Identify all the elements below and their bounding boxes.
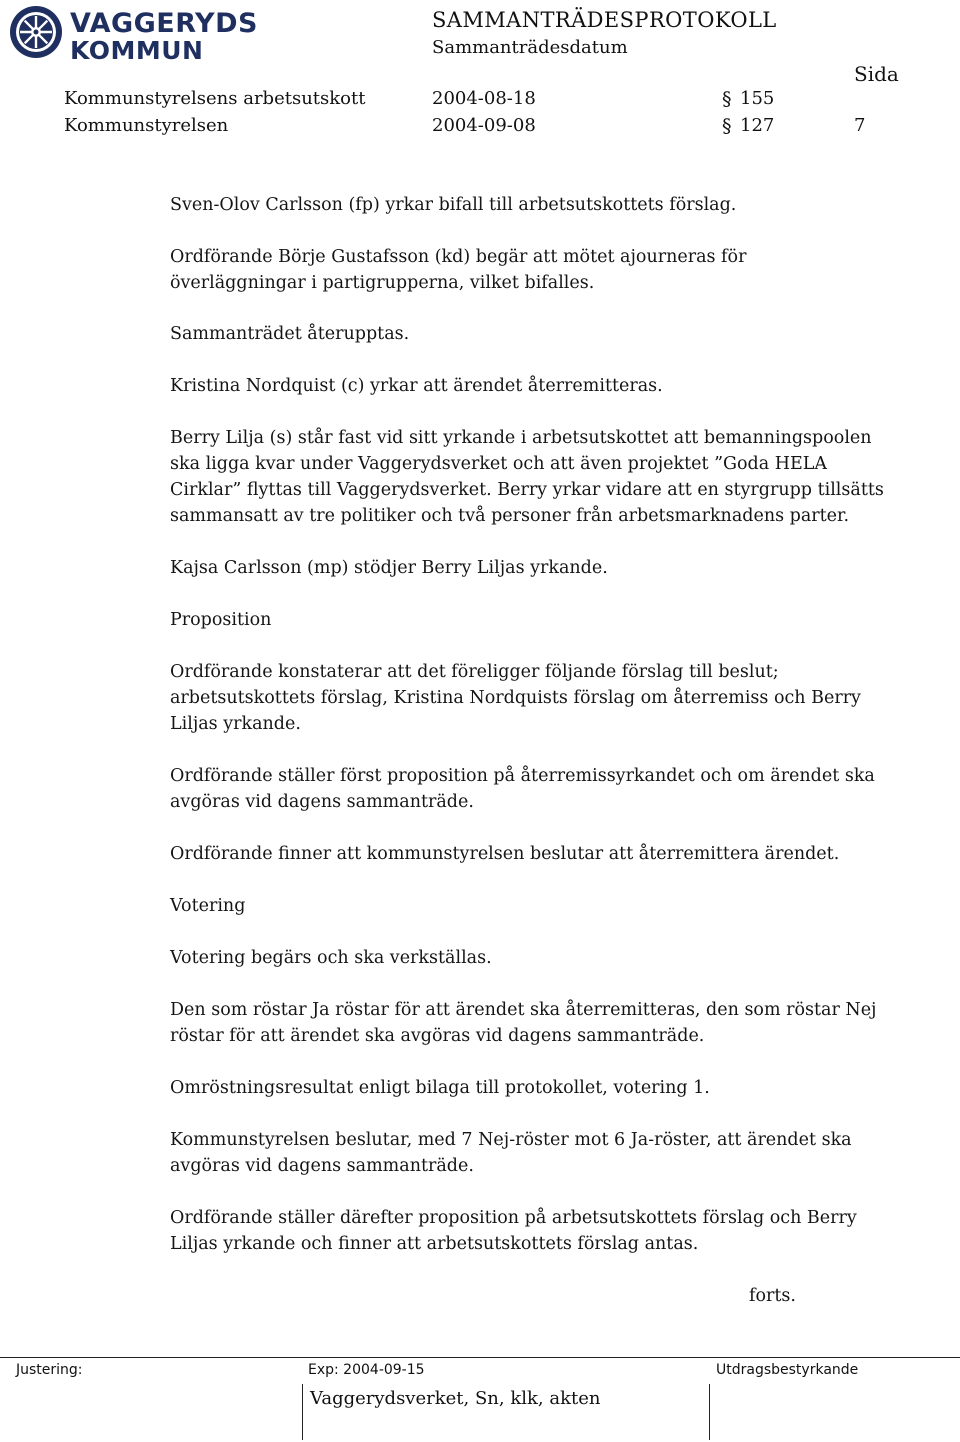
text-line: avgöras vid dagens sammanträde.	[170, 1156, 474, 1176]
paragraph	[170, 659, 861, 737]
text-line: avgöras vid dagens sammanträde.	[170, 792, 474, 812]
paragraph	[170, 997, 877, 1049]
text-line: Votering begärs och ska verkställas.	[170, 948, 492, 968]
footer-column-divider	[709, 1384, 710, 1440]
text-line: Ordförande ställer först proposition på återremissyrkandet och om ärendet ska	[170, 766, 875, 786]
header-number-2: 127	[740, 115, 775, 136]
municipality-logo	[8, 4, 258, 65]
paragraph	[170, 321, 409, 347]
header-page-number: 7	[854, 115, 866, 136]
continued-marker: forts.	[749, 1286, 796, 1306]
header-number-1: 155	[740, 88, 775, 109]
paragraph	[170, 425, 884, 529]
text-line: röstar för att ärendet ska avgöras vid dagens sammanträde.	[170, 1026, 705, 1046]
paragraph	[170, 1075, 710, 1101]
text-line: Kajsa Carlsson (mp) stödjer Berry Liljas yrkande.	[170, 558, 608, 578]
wheel-emblem-icon	[8, 4, 64, 60]
paragraph	[170, 192, 736, 218]
text-line: Cirklar” flyttas till Vaggerydsverket. Berry yrkar vidare att en styrgrupp tillsätts	[170, 480, 884, 500]
paragraph	[170, 945, 492, 971]
document-title: SAMMANTRÄDESPROTOKOLL	[432, 8, 777, 32]
header-body-2: Kommunstyrelsen	[64, 115, 229, 136]
distribution-list: Vaggerydsverket, Sn, klk, akten	[310, 1388, 601, 1409]
footer-divider	[0, 1357, 960, 1358]
text-line: Ordförande ställer därefter proposition på arbetsutskottets förslag och Berry	[170, 1208, 857, 1228]
footer-column-divider	[302, 1384, 303, 1440]
text-line: Omröstningsresultat enligt bilaga till protokollet, votering 1.	[170, 1078, 710, 1098]
extract-certification-label: Utdragsbestyrkande	[716, 1362, 859, 1378]
text-line: Kommunstyrelsen beslutar, med 7 Nej-röster mot 6 Ja-röster, att ärendet ska	[170, 1130, 852, 1150]
text-line: Liljas yrkande och finner att arbetsutskottets förslag antas.	[170, 1234, 699, 1254]
text-line: Kristina Nordquist (c) yrkar att ärendet återremitteras.	[170, 376, 663, 396]
paragraph-sign-1: §	[722, 88, 732, 110]
text-line: sammansatt av tre politiker och två personer från arbetsmarknadens parter.	[170, 506, 850, 526]
text-line: Ordförande Börje Gustafsson (kd) begär att mötet ajourneras för	[170, 247, 747, 267]
header-date-1: 2004-08-18	[432, 88, 536, 109]
logo-line-2: KOMMUN	[70, 36, 204, 65]
header-body-1: Kommunstyrelsens arbetsutskott	[64, 88, 366, 109]
text-line: arbetsutskottets förslag, Kristina Nordquists förslag om återremiss och Berry	[170, 688, 861, 708]
text-line: Sven-Olov Carlsson (fp) yrkar bifall till arbetsutskottets förslag.	[170, 195, 737, 215]
paragraph	[170, 555, 608, 581]
expedition-date: Exp: 2004-09-15	[308, 1362, 425, 1378]
paragraph-sign-2: §	[722, 115, 732, 137]
justering-label: Justering:	[16, 1362, 83, 1378]
section-heading-votering	[170, 893, 245, 919]
paragraph	[170, 373, 663, 399]
text-line: Ordförande konstaterar att det föreligger följande förslag till beslut;	[170, 662, 779, 682]
page-label: Sida	[854, 62, 899, 86]
text-line: överläggningar i partigrupperna, vilket bifalles.	[170, 273, 595, 293]
paragraph	[170, 244, 746, 296]
paragraph	[170, 763, 875, 815]
paragraph	[170, 1127, 852, 1179]
logo-line-1: VAGGERYDS	[70, 8, 258, 39]
text-line: Liljas yrkande.	[170, 714, 301, 734]
text-line: Sammanträdet återupptas.	[170, 324, 410, 344]
section-heading-proposition	[170, 607, 271, 633]
text-line: Den som röstar Ja röstar för att ärendet ska återremitteras, den som röstar Nej	[170, 1000, 877, 1020]
header-date-2: 2004-09-08	[432, 115, 536, 136]
text-line: Ordförande finner att kommunstyrelsen beslutar att återremittera ärendet.	[170, 844, 840, 864]
text-line: Berry Lilja (s) står fast vid sitt yrkande i arbetsutskottet att bemanningspoolen	[170, 428, 872, 448]
text-line: Votering	[170, 896, 246, 916]
paragraph	[170, 841, 839, 867]
meeting-date-label: Sammanträdesdatum	[432, 37, 628, 58]
text-line: ska ligga kvar under Vaggerydsverket och att även projektet ”Goda HELA	[170, 454, 828, 474]
text-line: Proposition	[170, 610, 272, 630]
paragraph	[170, 1205, 857, 1257]
